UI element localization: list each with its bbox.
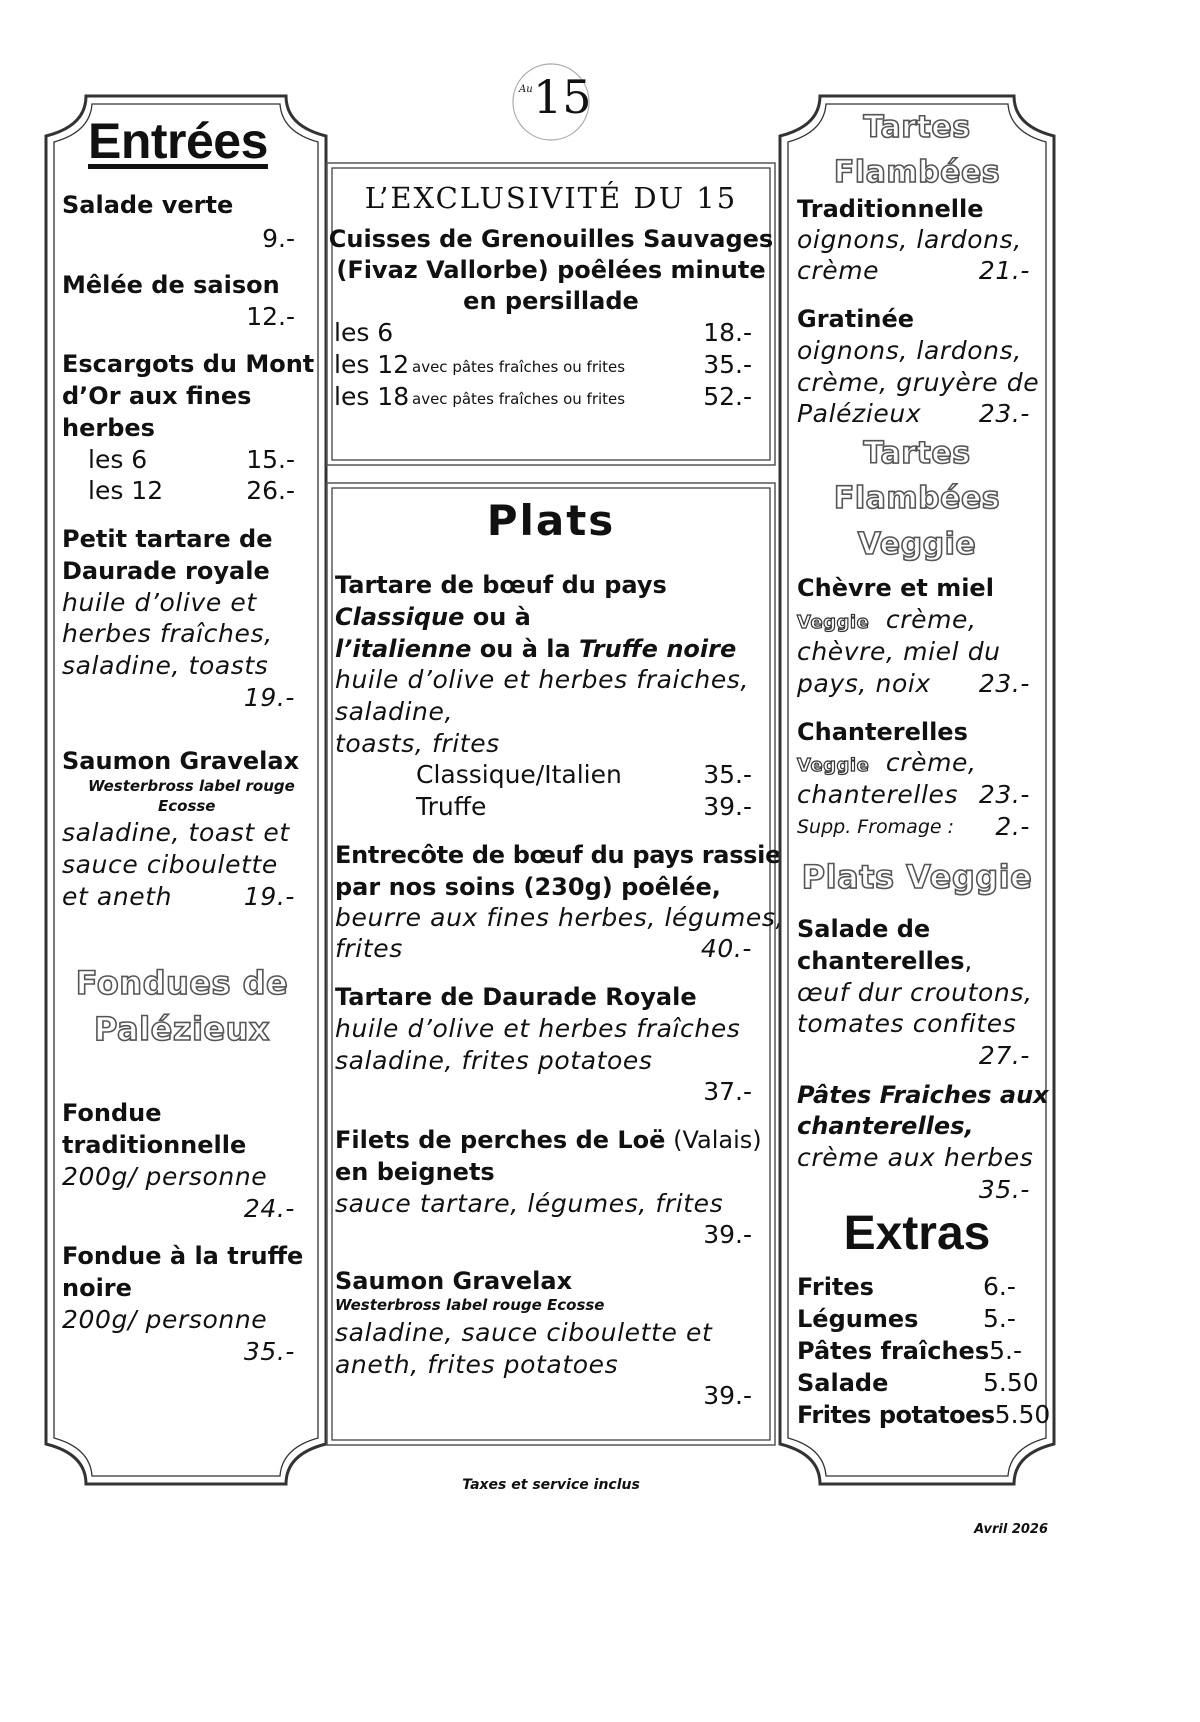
- exclusive-line3: en persillade: [463, 287, 639, 315]
- plat-daurade-desc2: saladine, frites potatoes: [335, 1046, 653, 1075]
- exclusive-opt2-label: les 12: [334, 350, 410, 379]
- entree-escargots-name2: d’Or aux fines: [62, 382, 252, 410]
- plat-saumon-label: Westerbross label rouge Ecosse: [335, 1296, 605, 1314]
- entree-tartare-name1: Petit tartare de: [62, 525, 273, 553]
- veggie-salade-name2-line: [797, 944, 972, 979]
- tarte-trad-price: 21.-: [978, 256, 1030, 285]
- tarte-chevre-name: Chèvre et miel: [797, 574, 994, 602]
- tartes-title-line1: Tartes: [863, 110, 971, 145]
- entree-tartare-name2: Daurade royale: [62, 557, 270, 585]
- exclusive-opt2-note: avec pâtes fraîches ou frites: [412, 358, 626, 376]
- veggie-pates-price: 35.-: [978, 1175, 1030, 1204]
- veggie-pates-name2: chanterelles,: [797, 1112, 974, 1140]
- plat-tartare-ou-a: ou à: [464, 603, 531, 631]
- extra-name: Salade: [797, 1369, 889, 1397]
- plat-tartare-price2: 39.-: [703, 792, 752, 821]
- fondue-trad-name2: traditionnelle: [62, 1131, 247, 1159]
- plat-perches-line1: [335, 1123, 762, 1158]
- plat-saumon-desc1: saladine, sauce ciboulette et: [335, 1318, 713, 1347]
- veggie-pates-name1: Pâtes Fraiches aux: [797, 1081, 1049, 1109]
- fondue-truffe-name2: noire: [62, 1274, 132, 1302]
- plats-veggie-title: Plats Veggie: [801, 858, 1033, 896]
- exclusive-opt3-label: les 18: [334, 382, 410, 411]
- tarte-chant-desc1: crème,: [885, 748, 977, 777]
- veggie-salade-comma: ,: [964, 947, 973, 975]
- entree-tartare-desc3: saladine, toasts: [62, 651, 269, 680]
- plat-perches-origin: (Valais): [665, 1126, 762, 1154]
- plat-perches-desc: sauce tartare, légumes, frites: [335, 1189, 724, 1218]
- fondues-title-line2: Palézieux: [93, 1010, 271, 1048]
- plat-tartare-line3: [335, 632, 736, 667]
- tarte-grat-name: Gratinée: [797, 305, 915, 333]
- extra-price: 5.-: [989, 1336, 1022, 1365]
- veggie-salade-price: 27.-: [978, 1041, 1030, 1070]
- plat-tartare-desc1: huile d’olive et herbes fraiches,: [335, 665, 749, 694]
- extra-price: 5.-: [983, 1304, 1016, 1333]
- tarte-trad-desc1: oignons, lardons,: [797, 225, 1022, 254]
- plat-perches-name2: en beignets: [335, 1158, 495, 1186]
- fondue-trad-name1: Fondue: [62, 1099, 162, 1127]
- plat-saumon-name: Saumon Gravelax: [335, 1267, 573, 1295]
- tartes-veggie-title-line2: Flambées: [833, 481, 1001, 516]
- entree-escargots-name1: Escargots du Mont: [62, 350, 315, 378]
- entree-saumon-label2: Ecosse: [158, 797, 216, 815]
- tarte-chevre-desc3: pays, noix: [797, 669, 931, 698]
- entrees-title: Entrées: [88, 113, 268, 169]
- tarte-chant-veggie-tag: Veggie: [797, 755, 870, 776]
- exclusive-opt3-note: avec pâtes fraîches ou frites: [412, 390, 626, 408]
- plat-saumon-price: 39.-: [703, 1381, 752, 1410]
- logo-small-text: Au: [519, 84, 533, 95]
- entree-melee-name: Mêlée de saison: [62, 271, 280, 299]
- tartes-veggie-title-line1: Tartes: [863, 436, 971, 471]
- veggie-salade-name1: Salade de: [797, 915, 931, 943]
- entree-saumon-label1: Westerbross label rouge: [88, 777, 295, 795]
- plat-entrecote-line2: par nos soins (230g) poêlée,: [335, 873, 721, 901]
- plat-saumon-desc2: aneth, frites potatoes: [335, 1350, 619, 1379]
- entree-escargots-price2: 26.-: [246, 476, 295, 505]
- tarte-trad-name: Traditionnelle: [797, 195, 984, 223]
- fondue-truffe-price: 35.-: [243, 1337, 295, 1366]
- plat-daurade-name: Tartare de Daurade Royale: [335, 983, 697, 1011]
- footer-date: Avril 2026: [974, 1522, 1048, 1537]
- entree-escargots-opt2: les 12: [88, 476, 164, 505]
- veggie-salade-name2: chanterelles: [797, 947, 965, 975]
- tartes-veggie-title-line3: Veggie: [857, 527, 977, 562]
- plat-tartare-ou-truffe: ou à la: [471, 635, 580, 663]
- extra-name: Légumes: [797, 1305, 919, 1333]
- entree-tartare-desc2: herbes fraîches,: [62, 619, 273, 648]
- plat-tartare-opt1: Classique/Italien: [416, 760, 622, 789]
- extra-item: [797, 1302, 1037, 1334]
- tarte-grat-desc2: crème, gruyère de: [797, 368, 1040, 397]
- tarte-chevre-veggie-tag: Veggie: [797, 612, 870, 633]
- tarte-chevre-price: 23.-: [978, 669, 1030, 698]
- entree-saumon-price: 19.-: [243, 882, 295, 911]
- tartes-title-line2: Flambées: [833, 155, 1001, 190]
- exclusive-title: L’EXCLUSIVITÉ DU 15: [364, 181, 738, 215]
- tarte-grat-price: 23.-: [978, 399, 1030, 428]
- veggie-pates-desc: crème aux herbes: [797, 1143, 1034, 1172]
- veggie-salade-desc2: tomates confites: [797, 1009, 1017, 1038]
- exclusive-opt1-label: les 6: [334, 318, 394, 347]
- extras-title: Extras: [843, 1207, 991, 1260]
- plat-tartare-italienne: l’italienne: [335, 635, 472, 663]
- extra-name: Frites: [797, 1273, 874, 1301]
- plat-entrecote-desc2: frites: [335, 934, 403, 963]
- logo-number: 15: [533, 70, 592, 124]
- fondue-truffe-name1: Fondue à la truffe: [62, 1242, 304, 1270]
- plat-tartare-desc2: saladine,: [335, 697, 453, 726]
- extra-name: Pâtes fraîches: [797, 1337, 990, 1365]
- exclusive-line2: (Fivaz Vallorbe) poêlées minute: [336, 256, 766, 284]
- entree-saumon-name: Saumon Gravelax: [62, 747, 300, 775]
- tarte-chant-desc2: chanterelles: [797, 780, 959, 809]
- tarte-chant-supp-price: 2.-: [995, 812, 1030, 841]
- plat-daurade-price: 37.-: [703, 1077, 752, 1106]
- exclusive-opt2-price: 35.-: [703, 350, 752, 379]
- plat-perches-name1: Filets de perches de Loë: [335, 1126, 666, 1154]
- plat-tartare-opt2: Truffe: [416, 792, 487, 821]
- plat-tartare-line2: [335, 600, 531, 635]
- logo: [511, 62, 591, 142]
- plat-tartare-desc3: toasts, frites: [335, 729, 500, 758]
- extra-item: [797, 1270, 1037, 1302]
- tarte-grat-desc3: Palézieux: [797, 399, 922, 428]
- entree-tartare-price: 19.-: [243, 683, 295, 712]
- tarte-chant-supp: Supp. Fromage :: [797, 816, 955, 838]
- plats-title: Plats: [486, 496, 616, 545]
- extra-price: 5.50: [983, 1368, 1039, 1397]
- fondues-title-line1: Fondues de: [75, 964, 289, 1002]
- footer-taxes: Taxes et service inclus: [462, 1477, 640, 1493]
- entree-melee-price: 12.-: [246, 302, 295, 331]
- fondue-trad-desc: 200g/ personne: [62, 1162, 268, 1191]
- entree-saumon-desc2: sauce ciboulette: [62, 850, 278, 879]
- plat-tartare-classique: Classique: [335, 603, 465, 631]
- extra-item: [797, 1398, 1051, 1430]
- extra-price: 5.50: [994, 1400, 1051, 1429]
- entree-salade-name: Salade verte: [62, 191, 234, 219]
- entree-saumon-desc1: saladine, toast et: [62, 818, 290, 847]
- plat-tartare-line1: Tartare de bœuf du pays: [335, 571, 667, 599]
- fondue-trad-price: 24.-: [243, 1194, 295, 1223]
- extra-name: Frites potatoes: [797, 1401, 995, 1429]
- exclusive-opt1-price: 18.-: [703, 318, 752, 347]
- plat-entrecote-desc1: beurre aux fines herbes, légumes,: [335, 903, 785, 932]
- plat-entrecote-line1: Entrecôte de bœuf du pays rassie: [335, 841, 782, 869]
- veggie-salade-desc1: œuf dur croutons,: [797, 978, 1033, 1007]
- entree-salade-price: 9.-: [262, 224, 295, 253]
- plat-daurade-desc1: huile d’olive et herbes fraîches: [335, 1014, 741, 1043]
- entree-tartare-desc1: huile d’olive et: [62, 588, 257, 617]
- entree-escargots-name3: herbes: [62, 414, 155, 442]
- exclusive-line1: Cuisses de Grenouilles Sauvages: [328, 225, 774, 253]
- tarte-grat-desc1: oignons, lardons,: [797, 336, 1022, 365]
- entree-saumon-desc3: et aneth: [62, 882, 173, 911]
- tarte-chevre-desc1: crème,: [885, 605, 977, 634]
- plat-entrecote-price: 40.-: [700, 934, 752, 963]
- fondue-truffe-desc: 200g/ personne: [62, 1305, 268, 1334]
- entree-escargots-price1: 15.-: [246, 445, 295, 474]
- extra-item: [797, 1366, 1037, 1398]
- tarte-chant-price: 23.-: [978, 780, 1030, 809]
- tarte-chevre-desc2: chèvre, miel du: [797, 637, 1001, 666]
- plat-tartare-truffe: Truffe noire: [579, 635, 737, 663]
- exclusive-opt3-price: 52.-: [703, 382, 752, 411]
- entree-escargots-opt1: les 6: [88, 445, 148, 474]
- tarte-chant-name: Chanterelles: [797, 718, 968, 746]
- extra-price: 6.-: [983, 1272, 1016, 1301]
- plat-tartare-price1: 35.-: [703, 760, 752, 789]
- extras-list: [797, 1270, 1051, 1430]
- extra-item: [797, 1334, 1037, 1366]
- plat-perches-price: 39.-: [703, 1220, 752, 1249]
- tarte-trad-desc2: crème: [797, 256, 880, 285]
